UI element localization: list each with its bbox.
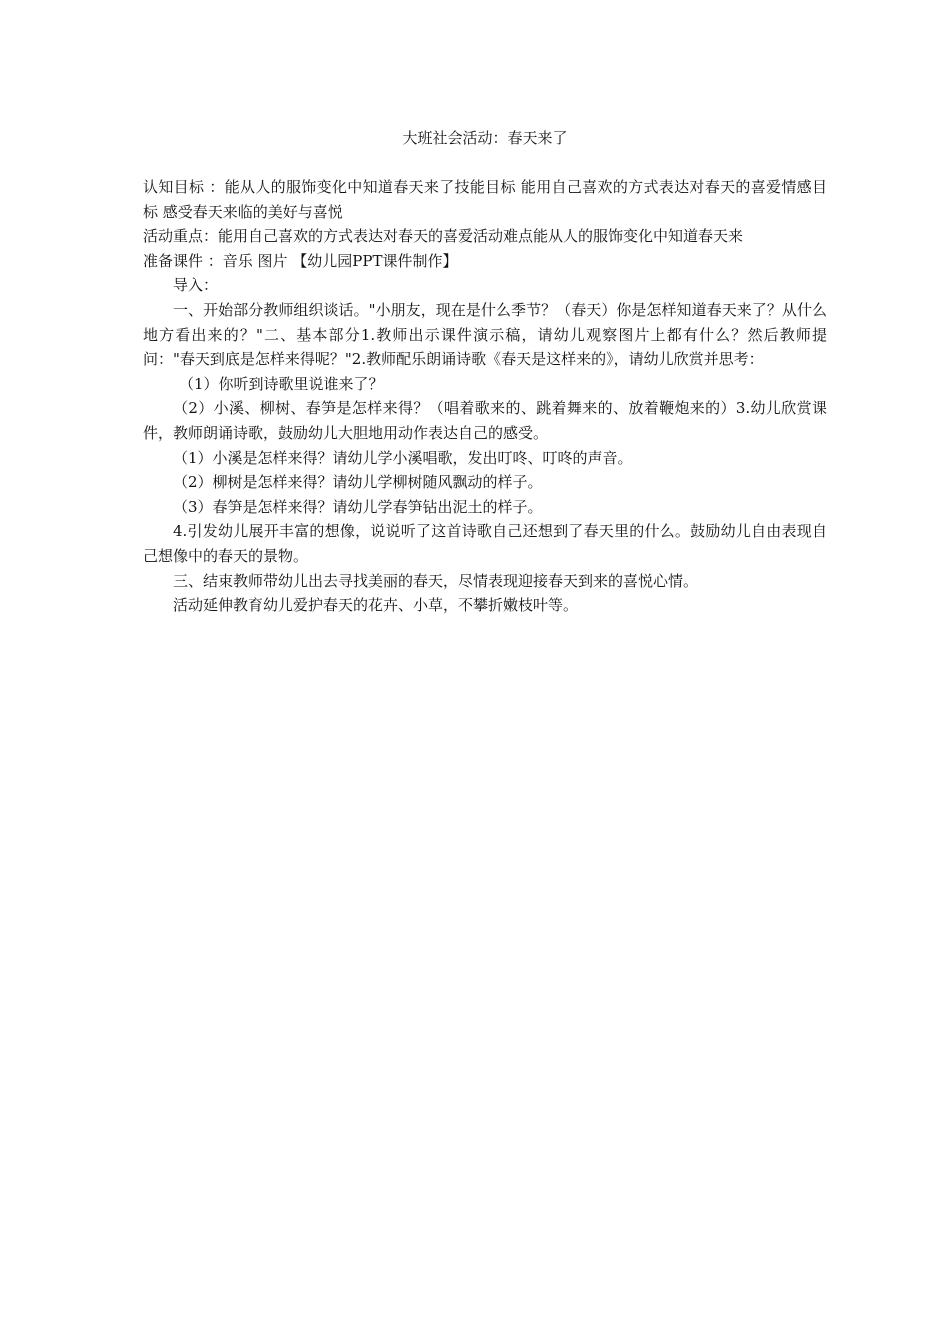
paragraph-ending: 三、结束教师带幼儿出去寻找美丽的春天，尽情表现迎接春天到来的喜悦心情。	[173, 571, 699, 590]
paragraph-intro: 导入：	[173, 276, 219, 295]
paragraph-goals: 认知目标 ：能从人的服饰变化中知道春天来了技能目标 能用自己喜欢的方式表达对春天的喜爱情感目标 感受春天来临的美好与喜悦	[143, 178, 827, 221]
paragraph-willow: （2）柳树是怎样来得？请幼儿学柳树随风飘动的样子。	[173, 473, 543, 492]
paragraph-stream: （1）小溪是怎样来得？请幼儿学小溪唱歌，发出叮咚、叮咚的声音。	[173, 448, 633, 467]
paragraph-bamboo: （3）春笋是怎样来得？请幼儿学春笋钻出泥土的样子。	[173, 497, 543, 516]
paragraph-imagination: 4.引发幼儿展开丰富的想像，说说听了这首诗歌自己还想到了春天里的什么。鼓励幼儿自由表现自己想像中的春天的景物。	[143, 522, 827, 565]
paragraph-extension: 活动延伸教育幼儿爱护春天的花卉、小草，不攀折嫩枝叶等。	[173, 596, 579, 615]
document-title: 大班社会活动：春天来了	[402, 129, 568, 147]
paragraph-focus: 活动重点：能用自己喜欢的方式表达对春天的喜爱活动难点能从人的服饰变化中知道春天来	[143, 227, 744, 246]
document-body	[143, 175, 827, 618]
paragraph-part-one: 一、开始部分教师组织谈话。"小朋友，现在是什么季节？（春天）你是怎样知道春天来了？从什么地方看出来的？"二、基本部分1.教师出示课件演示稿，请幼儿观察图片上都有什么？然后教师提问："春天到底是怎样来得呢？"2.教师配乐朗诵诗歌《春天是这样来的》，请幼儿欣赏并思考：	[143, 300, 827, 369]
paragraph-materials: 准备课件 ：音乐 图片 【幼儿园PPT课件制作】	[143, 251, 458, 270]
paragraph-question-2: （2）小溪、柳树、春笋是怎样来得？（唱着歌来的、跳着舞来的、放着鞭炮来的）3.幼儿欣赏课件，教师朗诵诗歌，鼓励幼儿大胆地用动作表达自己的感受。	[143, 399, 827, 442]
paragraph-question-1: （1）你听到诗歌里说谁来了？	[179, 374, 384, 393]
